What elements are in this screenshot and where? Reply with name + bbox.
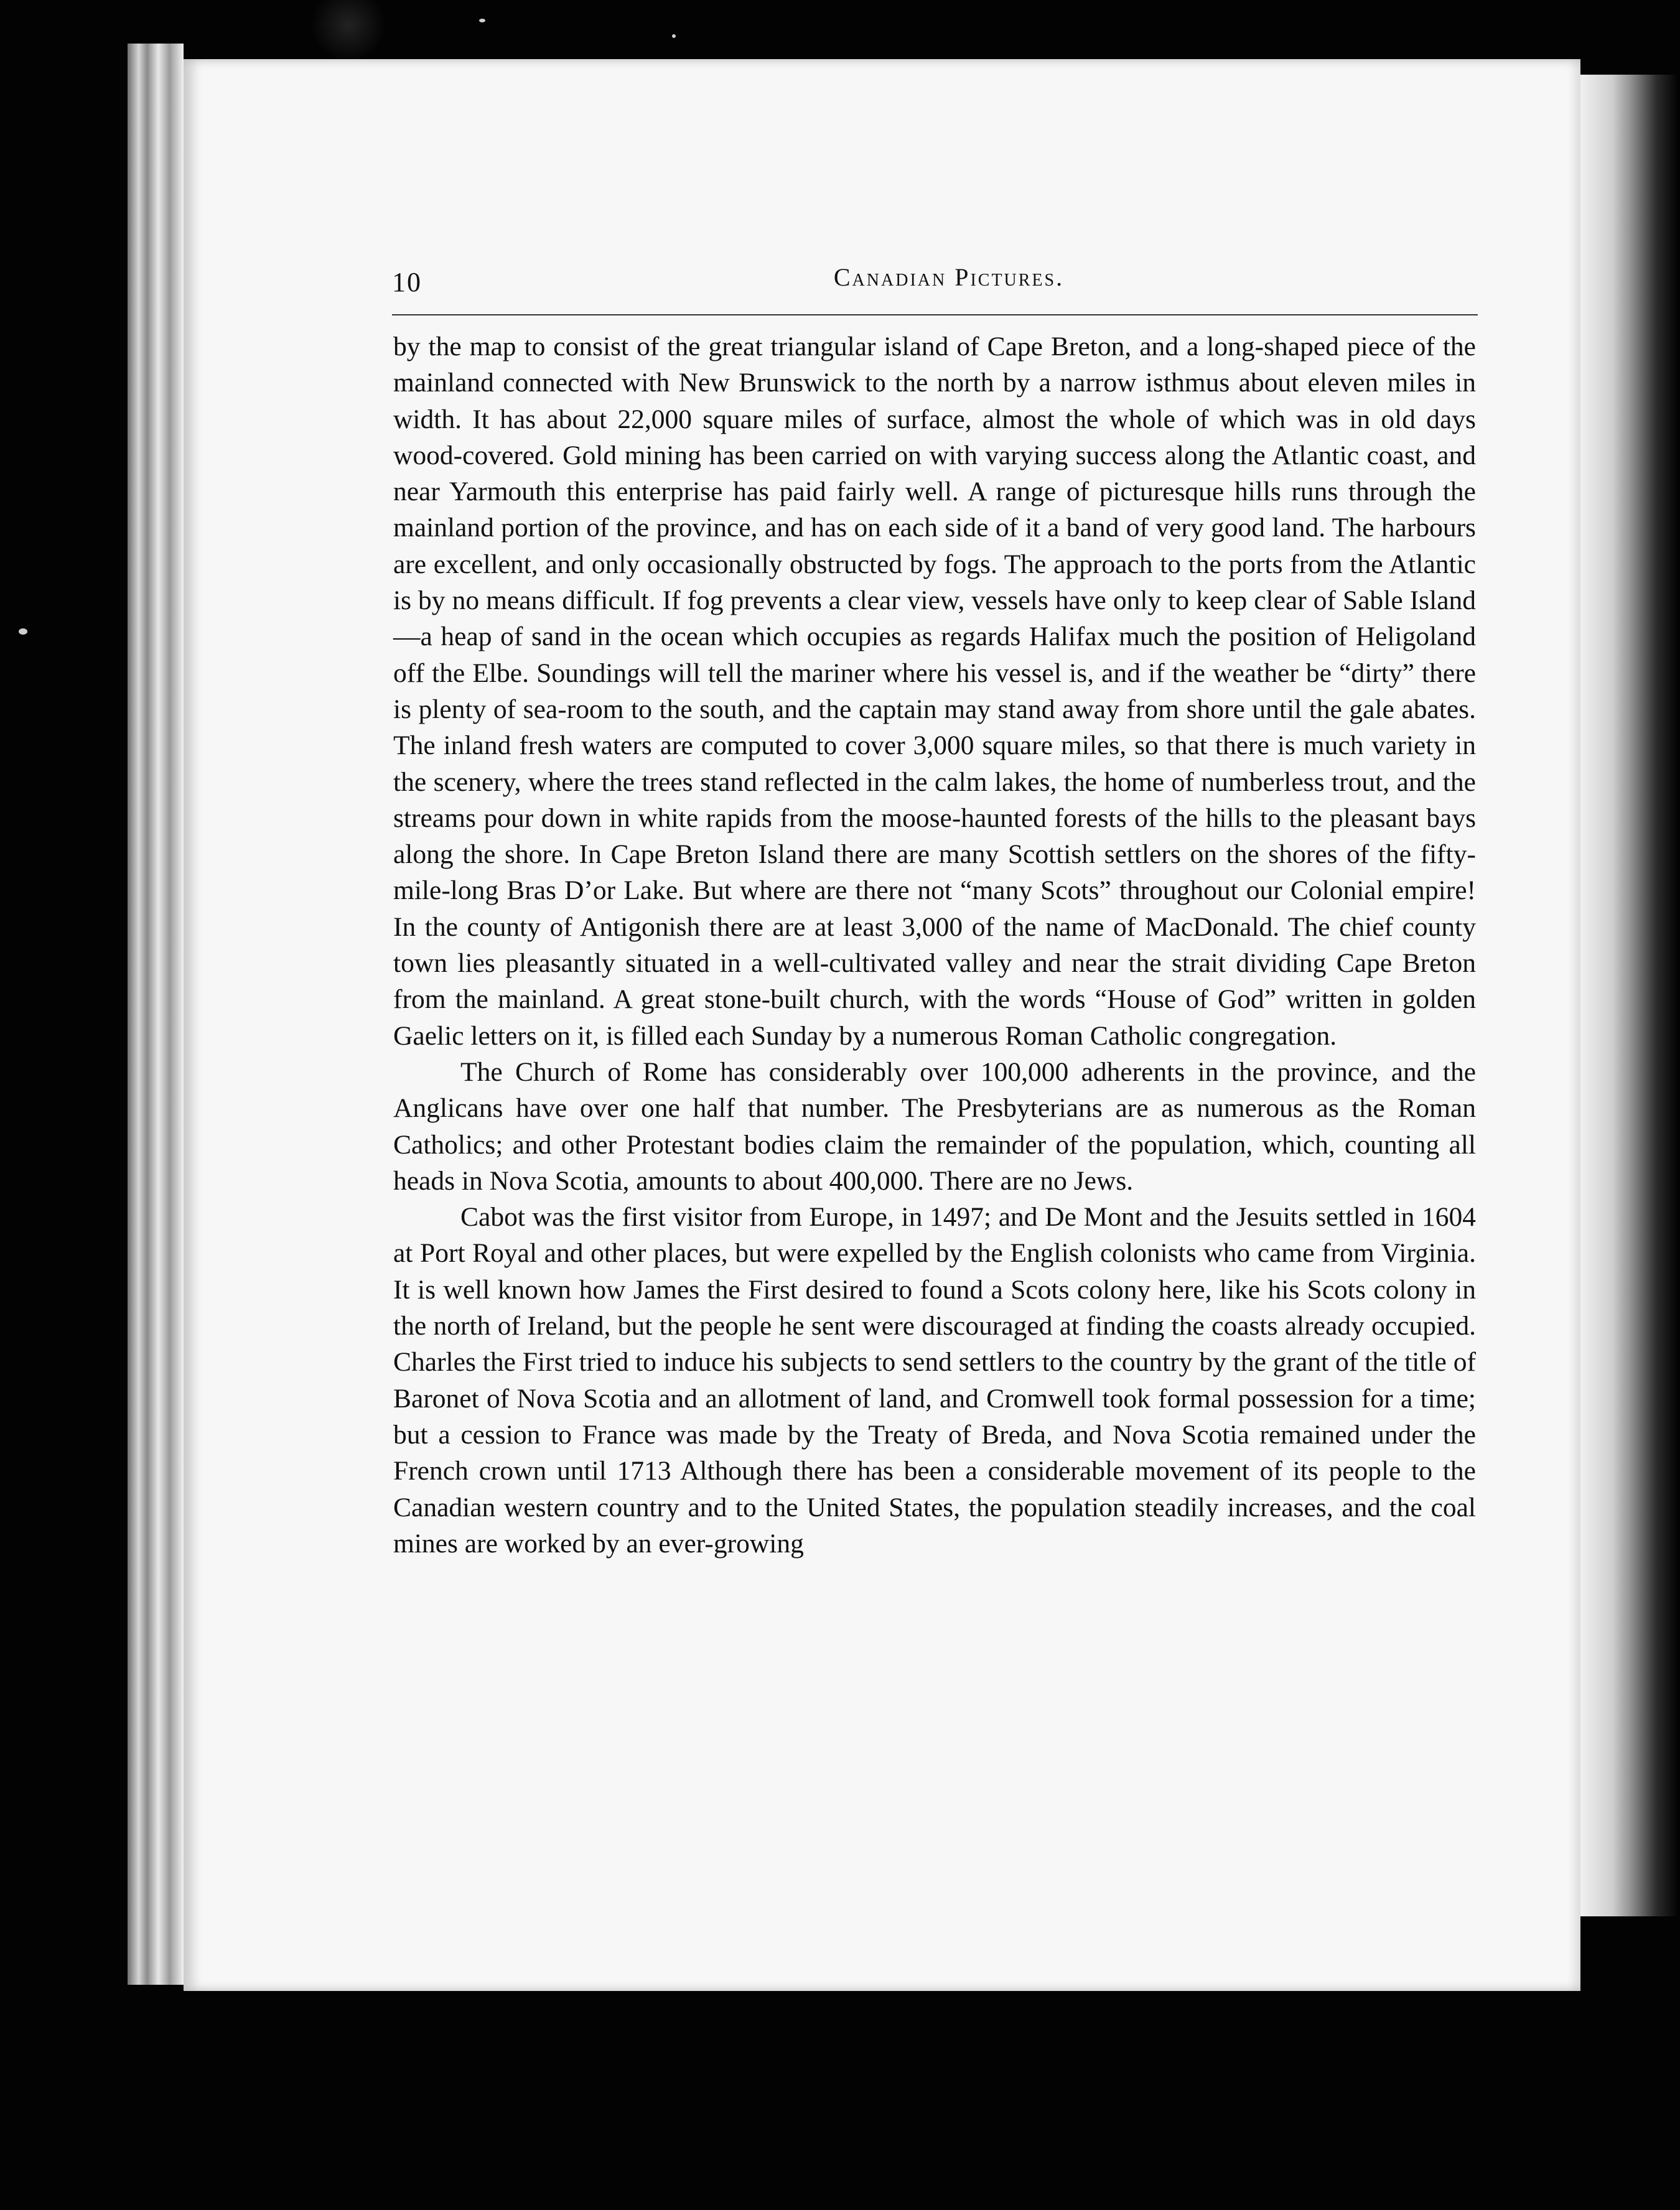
paragraph: Cabot was the first visitor from Europe, in 1497; and De Mont and the Jesuits settled in 1604 at Port Royal and other places, but were expelled by the English colonists who came from Virginia. It is well known how James the First desired to found a Scots colony here, like his Scots colony in the north of Ireland, but the people he sent were discouraged at finding the coasts already occupied. Charles the First tried to induce his subjects to send settlers to the country by the grant of the title of Baronet of Nova Scotia and an allotment of land, and Cromwell took formal possession for a time; but a cession to France was made by the Treaty of Breda, and Nova Scotia remained under the French crown until 1713 Although there has been a considerable movement of its people to the Canadian western country and to the United States, the population steadily increases, and the coal mines are worked by an ever-growing	[393, 1202, 1476, 1559]
body-text	[393, 329, 1476, 1562]
page-gutter-right-edge	[1577, 75, 1677, 1916]
dust-speck	[479, 19, 485, 22]
dust-speck	[19, 628, 27, 635]
page-header	[392, 261, 1481, 305]
dust-speck	[672, 34, 676, 38]
paragraph: The Church of Rome has considerably over 100,000 adherents in the province, and the Anglicans have over one half that number. The Presbyterians are as numerous as the Roman Catholics; and other Protestant bodies claim the remainder of the population, which, counting all heads in Nova Scotia, amounts to about 400,000. There are no Jews.	[393, 1056, 1476, 1196]
paragraph-continued: by the map to consist of the great triangular island of Cape Breton, and a long-shaped piece of the mainland connected with New Brunswick to the north by a narrow isthmus about eleven miles in width. It has about 22,000 square miles of surface, almost the whole of which was in old days wood-covered. Gold mining has been carried on with varying success along the Atlantic coast, and near Yarmouth this enterprise has paid fairly well. A range of picturesque hills runs through the mainland portion of the province, and has on each side of it a band of very good land. The harbours are excellent, and only occasionally obstructed by fogs. The approach to the ports from the Atlantic is by no means difficult. If fog prevents a clear view, vessels have only to keep clear of Sable Island—a heap of sand in the ocean which occupies as regards Halifax much the position of Heligoland off the Elbe. Soundings will tell the mariner where his vessel is, and if the weather be “dirty” there is plenty of sea-room to the south, and the captain may stand away from shore until the gale abates. The inland fresh waters are computed to cover 3,000 square miles, so that there is much variety in the scenery, where the trees stand reflected in the calm lakes, the home of numberless trout, and the streams pour down in white rapids from the moose-haunted forests of the hills to the pleasant bays along the shore. In Cape Breton Island there are many Scottish settlers on the shores of the fifty-mile-long Bras D’or Lake. But where are there not “many Scots” throughout our Colonial empire! In the county of Antigonish there are at least 3,000 of the name of MacDonald. The chief county town lies pleasantly situated in a well-cultivated valley and near the strait dividing Cape Breton from the mainland. A great stone-built church, with the words “House of God” written in golden Gaelic letters on it, is filled each Sunday by a numerous Roman Catholic congregation.	[393, 332, 1476, 1051]
page-number: 10	[392, 267, 422, 297]
page-stack-left-edge	[128, 44, 184, 1985]
running-head: Canadian Pictures.	[833, 263, 1065, 291]
header-rule	[392, 314, 1478, 315]
